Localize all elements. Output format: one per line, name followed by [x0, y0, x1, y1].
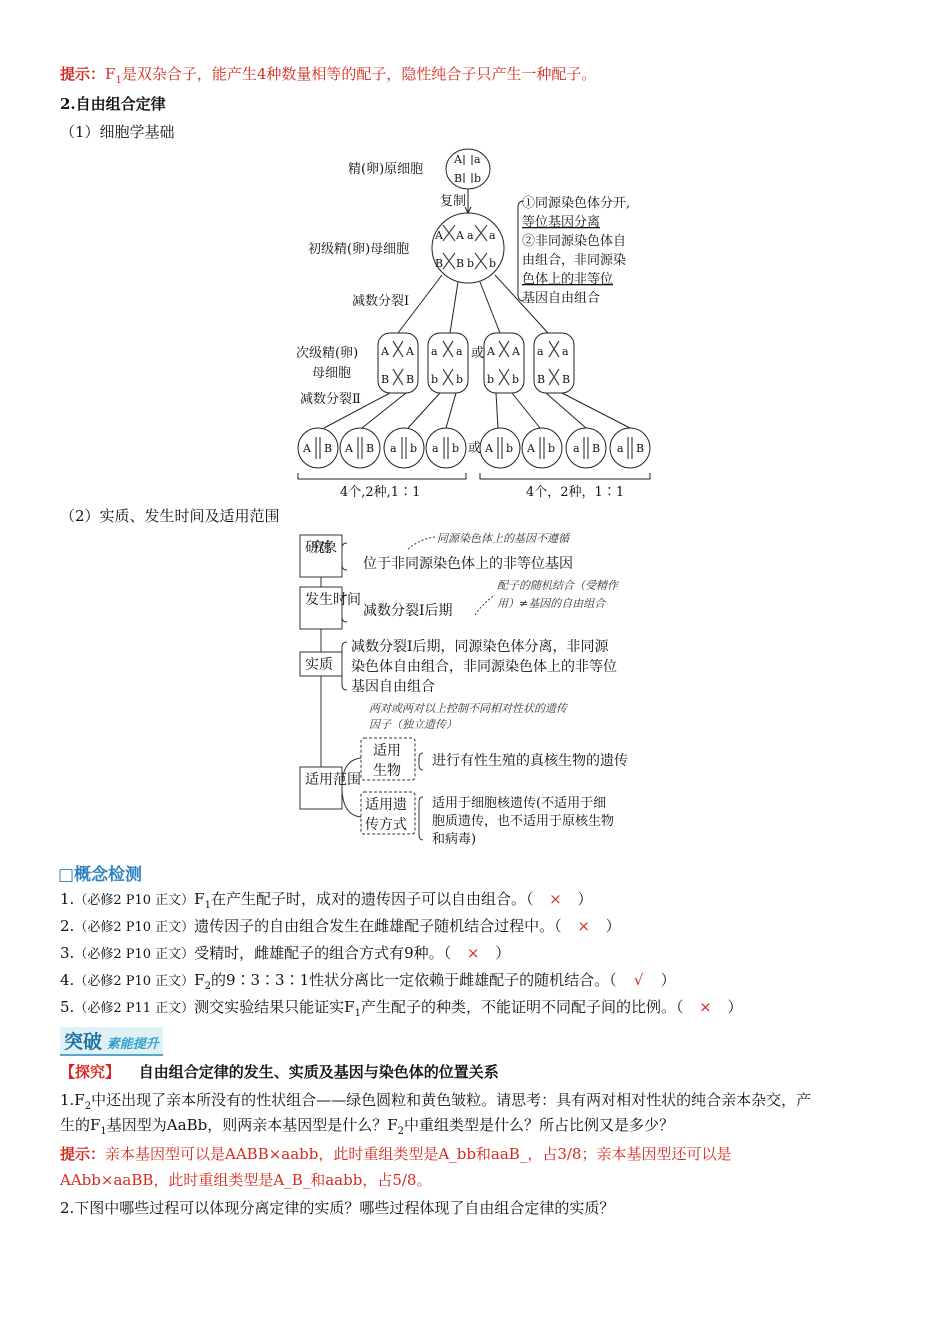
question-1-line-2: 生的$F_1$基因型为AaBb，则两亲本基因型是什么？$F_2$中重组类型是什么？所占比例又是多少？ [60, 1116, 674, 1137]
svg-text:a: a [431, 345, 438, 358]
svg-text:b: b [452, 442, 460, 455]
svg-text:B: B [537, 373, 546, 386]
svg-text:A: A [303, 442, 311, 455]
question-1-line-1: $1.F_2$中还出现了亲本所没有的性状组合——绿色圆粒和黄色皱粒。请思考：具有两对相对性状的纯合亲本杂交，产 [60, 1091, 812, 1112]
svg-text:a: a [467, 229, 474, 242]
result-right: 4个，2种，1∶1 [526, 485, 625, 500]
spermatogonium-cell [446, 149, 490, 189]
svg-text:b: b [456, 373, 464, 386]
svg-text:b: b [410, 442, 418, 455]
hint-label: 提示： [60, 1145, 106, 1163]
svg-text:A: A [527, 442, 535, 455]
answer-mark: × [577, 917, 590, 935]
result-left: 4个,2种,1∶1 [340, 485, 421, 500]
svg-text:a: a [432, 442, 439, 455]
answer-mark: × [549, 890, 562, 908]
svg-text:B: B [435, 257, 444, 270]
essence-line-2: 染色体自由组合，非同源染色体上的非等位 [351, 659, 617, 675]
svg-text:B: B [454, 172, 463, 185]
scope-text-1: 进行有性生殖的真核生物的遗传 [432, 753, 628, 769]
svg-text:A: A [512, 345, 520, 358]
label-primary: 初级精(卵)母细胞 [308, 242, 410, 257]
breakthrough-banner [60, 1027, 163, 1056]
svg-text:a: a [537, 345, 544, 358]
answer-mark: √ [633, 971, 644, 989]
label-secondary-2: 母细胞 [312, 366, 352, 381]
scope-text-2-line-2: 胞质遗传，也不适用于原核生物 [432, 814, 615, 829]
svg-text:A: A [345, 442, 353, 455]
subsection-cell-basis: （1）细胞学基础 [60, 123, 175, 141]
label-or-1: 或 [471, 346, 485, 361]
note-2-line-3: 色体上的非等位 [522, 272, 614, 287]
scope-box-1-line-2: 生物 [373, 763, 401, 779]
subsection-essence: （2）实质、发生时间及适用范围 [60, 507, 280, 525]
note-essence-1: 两对或两对以上控制不同相对性状的遗传 [369, 702, 567, 715]
concept-item: 4.（必修2 P10 正文）$F_2$的9∶3∶3∶1性状分离比一定依赖于雌雄配子的随机结合。（ √ ） [60, 971, 676, 992]
svg-text:b: b [489, 257, 497, 270]
svg-text:a: a [474, 153, 481, 166]
svg-text:a: a [617, 442, 624, 455]
svg-text:B: B [456, 257, 465, 270]
concept-item: 3.（必修2 P10 正文）受精时，雌雄配子的组合方式有9种。（ × ） [60, 944, 511, 962]
svg-text:B: B [324, 442, 333, 455]
label-meiosis-1: 减数分裂Ⅰ [352, 294, 410, 309]
primary-cell [432, 213, 504, 283]
svg-text:b: b [474, 172, 482, 185]
hint-2-line-1: 提示：亲本基因型可以是AABB×aabb，此时重组类型是A_bb和aaB_，占3/8；亲本基因型还可以是 [60, 1145, 732, 1163]
svg-text:a: a [573, 442, 580, 455]
question-2: 2.下图中哪些过程可以体现分离定律的实质？哪些过程体现了自由组合定律的实质？ [60, 1199, 615, 1217]
svg-text:b: b [487, 373, 495, 386]
hint-2-line-2: AAbb×aaBB，此时重组类型是A_B_和aabb，占5/8。 [60, 1171, 432, 1189]
svg-text:A: A [435, 229, 443, 242]
explore-tag: 【探究】 [60, 1063, 121, 1081]
svg-text:A: A [381, 345, 389, 358]
label-copy: 复制 [440, 194, 467, 209]
svg-text:a: a [456, 345, 463, 358]
hint-label: 提示： [60, 65, 106, 83]
svg-text:B: B [381, 373, 390, 386]
text-time: 减数分裂Ⅰ后期 [363, 603, 453, 619]
svg-text:b: b [431, 373, 439, 386]
svg-text:a: a [562, 345, 569, 358]
svg-text:b: b [506, 442, 514, 455]
svg-text:B: B [406, 373, 415, 386]
label-or-2: 或 [468, 441, 482, 456]
svg-text:b: b [467, 257, 475, 270]
svg-text:B: B [366, 442, 375, 455]
breakthrough-title: 突破 [64, 1031, 103, 1053]
scope-text-2-line-3: 和病毒) [432, 832, 477, 847]
label-secondary-1: 次级精(卵) [296, 346, 359, 361]
scope-box-1-line-1: 适用 [373, 743, 401, 759]
svg-text:b: b [548, 442, 556, 455]
label-essence: 实质 [305, 657, 333, 673]
svg-text:A: A [406, 345, 414, 358]
answer-mark: × [466, 944, 480, 962]
label-research-object: 研究对象 [305, 540, 337, 556]
section-title: 2.自由组合定律 [60, 95, 166, 113]
svg-text:a: a [390, 442, 397, 455]
note-2-line-2: 由组合，非同源染 [522, 253, 627, 268]
label-time: 发生时间 [305, 592, 361, 608]
note-1-line-1: ①同源染色体分开, [522, 196, 631, 211]
label-meiosis-2: 减数分裂Ⅱ [300, 392, 361, 407]
svg-text:B: B [562, 373, 571, 386]
svg-text:A: A [485, 442, 493, 455]
scope-text-2-line-1: 适用于细胞核遗传(不适用于细 [432, 796, 607, 811]
note-essence-2: 因子（独立遗传） [369, 718, 457, 731]
text-research: 位于非同源染色体上的非等位基因 [363, 556, 573, 572]
svg-text:a: a [489, 229, 496, 242]
concept-map [295, 525, 665, 850]
explore-title: 自由组合定律的发生、实质及基因与染色体的位置关系 [138, 1063, 499, 1081]
note-2-line-4: 基因自由组合 [522, 291, 601, 306]
breakthrough-subtitle: 素能提升 [106, 1037, 159, 1052]
concept-item: 2.（必修2 P10 正文）遗传因子的自由组合发生在雌雄配子随机结合过程中。（ × ） [60, 917, 621, 935]
note-2-line-1: ②非同源染色体自 [522, 234, 627, 249]
note-1-line-2: 等位基因分离 [522, 215, 601, 230]
explore-heading [60, 1061, 499, 1082]
svg-text:B: B [592, 442, 601, 455]
svg-text:A: A [456, 229, 464, 242]
svg-text:A: A [487, 345, 495, 358]
concept-item: 5.（必修2 P11 正文）测交实验结果只能证实$F_1$产生配子的种类，不能证明不同配子间的比例。（ × ） [60, 998, 743, 1019]
essence-line-3: 基因自由组合 [351, 679, 435, 695]
note-research: 同源染色体上的基因不遵循 [437, 532, 569, 545]
concept-check-title: □概念检测 [58, 865, 143, 885]
scope-box-2-line-1: 适用遗 [365, 797, 407, 813]
note-time-2: 用）≠基因的自由组合 [497, 597, 606, 610]
concept-item: 1.（必修2 P10 正文）$F_1$在产生配子时，成对的遗传因子可以自由组合。（ × ） [60, 890, 593, 911]
label-spermatogonium: 精(卵)原细胞 [348, 162, 424, 177]
label-scope: 适用范围 [305, 772, 361, 788]
scope-box-2-line-2: 传方式 [365, 817, 407, 833]
essence-line-1: 减数分裂Ⅰ后期，同源染色体分离，非同源 [351, 639, 609, 655]
svg-text:b: b [512, 373, 520, 386]
meiosis-diagram [290, 145, 670, 505]
hint-1: 提示：$F_1$是双杂合子，能产生4种数量相等的配子，隐性纯合子只产生一种配子。 [60, 65, 597, 86]
svg-text:B: B [636, 442, 645, 455]
answer-mark: × [699, 998, 712, 1016]
note-time-1: 配子的随机结合（受精作 [497, 579, 618, 592]
svg-text:A: A [454, 153, 462, 166]
